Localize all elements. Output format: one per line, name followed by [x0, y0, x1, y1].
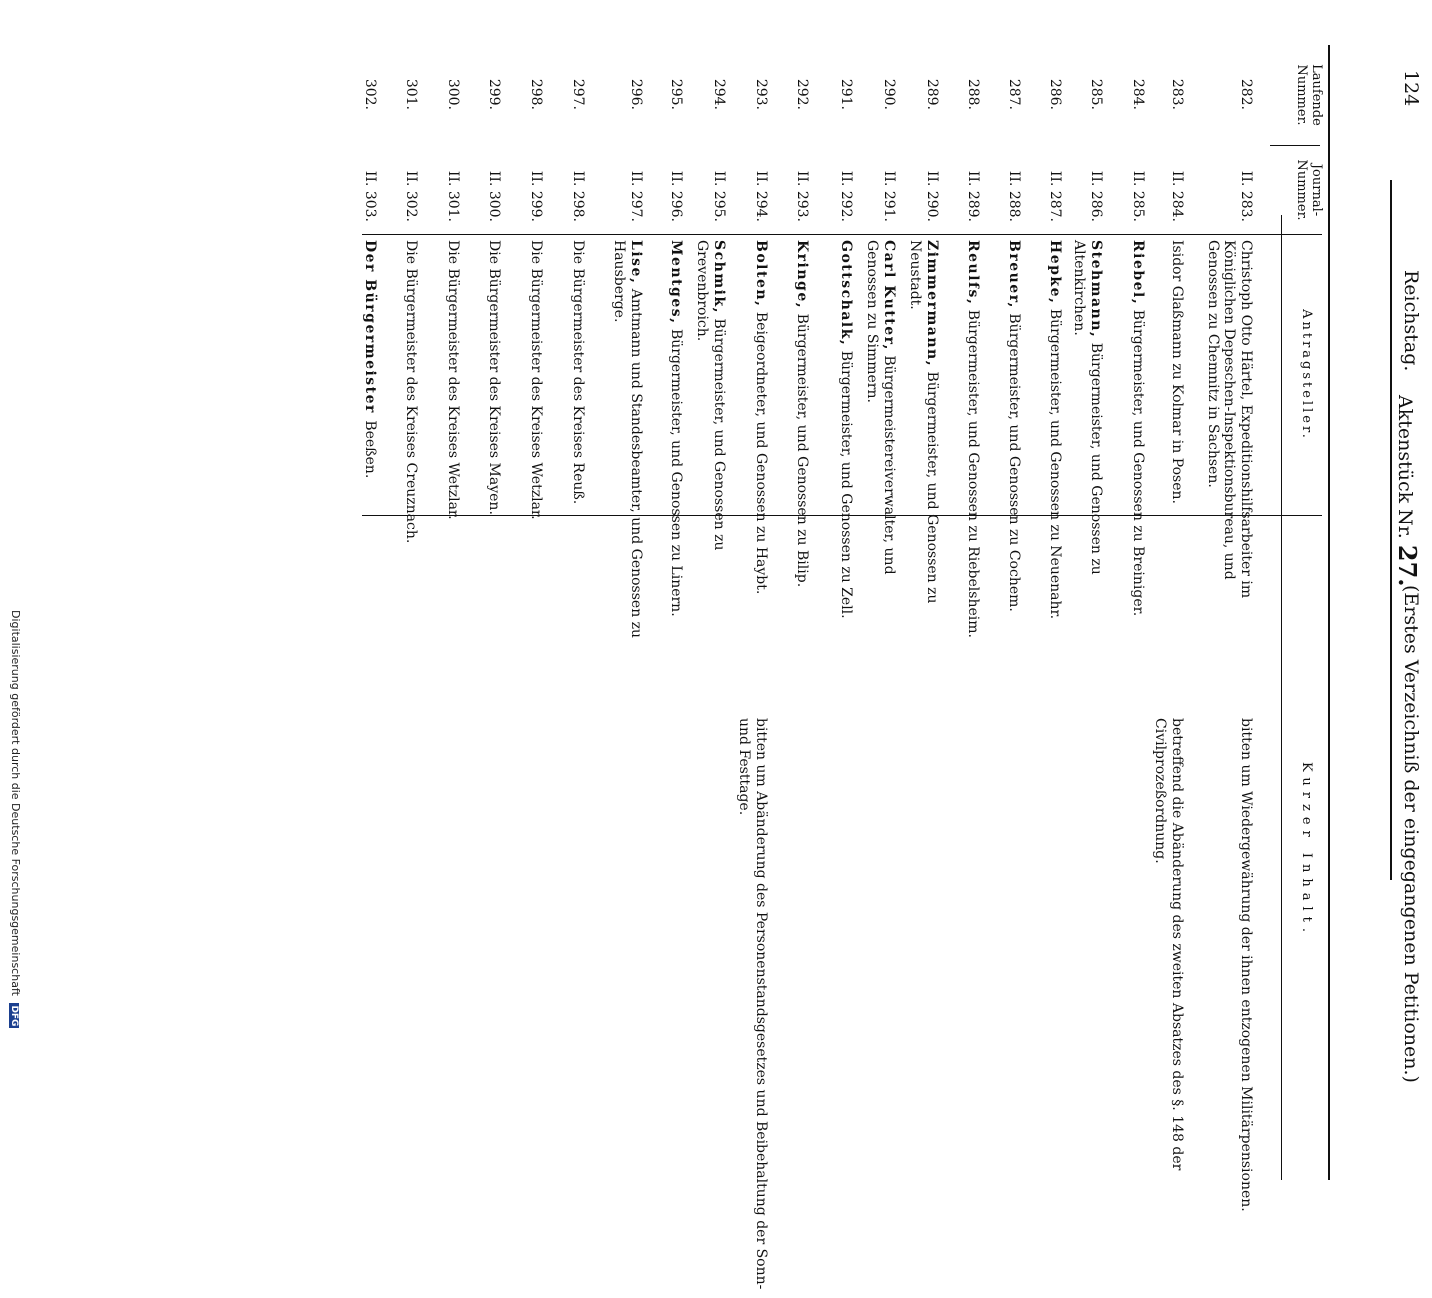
- row-antragsteller: [1047, 240, 1064, 640]
- row-antragsteller-name: Bolten,: [753, 240, 769, 308]
- row-antragsteller: [570, 240, 587, 640]
- row-antragsteller: [611, 240, 644, 640]
- row-antragsteller-text: Bürgermeister, und Genossen zu Altenkirchen.: [1071, 240, 1104, 575]
- row-journal-nummer: II. 302.: [403, 170, 419, 222]
- row-antragsteller: [864, 240, 897, 640]
- row-antragsteller: [1130, 240, 1147, 640]
- row-antragsteller-name: Stehmann,: [1088, 240, 1104, 339]
- row-laufende-nummer: 300.: [445, 78, 461, 110]
- row-antragsteller: [838, 240, 855, 640]
- row-journal-nummer: II. 298.: [570, 170, 586, 222]
- row-journal-nummer: II. 292.: [838, 170, 854, 222]
- row-journal-nummer: II. 294.: [753, 170, 769, 222]
- header-subtitle: (Erstes Verzeichniß der eingegangenen Petitionen.): [1400, 585, 1422, 1083]
- row-antragsteller: [486, 240, 503, 640]
- colhead-antragsteller: Antragsteller.: [1299, 309, 1314, 441]
- colhead-lfd-2: Nummer.: [1294, 64, 1309, 126]
- row-antragsteller: [965, 240, 982, 640]
- row-journal-nummer: II. 284.: [1169, 170, 1185, 222]
- row-laufende-nummer: 299.: [486, 78, 502, 110]
- row-antragsteller-text: Die Bürgermeister des Kreises Creuznach.: [403, 240, 419, 544]
- row-antragsteller-name: Kringe,: [794, 240, 810, 310]
- row-antragsteller-text: Bürgermeister, und Genossen zu Zell.: [838, 346, 854, 619]
- row-laufende-nummer: 298.: [528, 78, 544, 110]
- row-laufende-nummer: 292.: [794, 78, 810, 110]
- row-laufende-nummer: 282.: [1238, 78, 1254, 110]
- row-antragsteller-text: Die Bürgermeister des Kreises Wetzlar.: [528, 240, 544, 520]
- row-inhalt: bitten um Wiedergewährung der ihnen entzogenen Militärpensionen.: [1238, 718, 1254, 1212]
- row-antragsteller-name: Breuer,: [1006, 240, 1022, 309]
- row-laufende-nummer: 293.: [753, 78, 769, 110]
- col-rule-1: [1270, 145, 1320, 146]
- footer-credit: [9, 610, 22, 1027]
- page-number: 124: [1400, 70, 1422, 107]
- dfg-logo: DFG: [9, 1005, 19, 1027]
- row-journal-nummer: II. 289.: [965, 170, 981, 222]
- colhead-lfd-1: Laufende: [1309, 64, 1324, 126]
- row-antragsteller-text: Amtmann und Standesbeamter, und Genossen zu Hausberge.: [611, 240, 644, 639]
- row-laufende-nummer: 289.: [924, 78, 940, 110]
- row-journal-nummer: II. 295.: [711, 170, 727, 222]
- row-laufende-nummer: 288.: [965, 78, 981, 110]
- row-inhalt: bitten um Abänderung des Personenstandsgesetzes und Beibehaltung der Sonn- und Festtage.: [736, 718, 769, 1290]
- row-laufende-nummer: 294.: [711, 78, 727, 110]
- footer-text: Digitalisierung gefördert durch die Deutsche Forschungsgemeinschaft: [9, 610, 22, 996]
- row-antragsteller-text: Die Bürgermeister des Kreises Mayen.: [486, 240, 502, 515]
- row-antragsteller-text: Bürgermeister, und Genossen zu Breiniger.: [1130, 305, 1146, 617]
- header-reichstag: Reichstag.: [1400, 270, 1422, 372]
- table-top-rule: [1328, 45, 1330, 1180]
- row-antragsteller: [1205, 240, 1255, 640]
- header-rule: [1390, 180, 1392, 880]
- colhead-lfd: [1294, 55, 1324, 135]
- row-inhalt: betreffend die Abänderung des zweiten Absatzes des §. 148 der Civilprozeßordnung.: [1152, 718, 1185, 1171]
- row-journal-nummer: II. 291.: [881, 170, 897, 222]
- row-antragsteller-name: Der Bürgermeister: [362, 240, 378, 421]
- row-antragsteller-text: Isidor Glaßmann zu Kolmar in Posen.: [1169, 240, 1185, 504]
- row-journal-nummer: II. 288.: [1006, 170, 1022, 222]
- row-journal-nummer: II. 303.: [362, 170, 378, 222]
- row-antragsteller-text: Bürgermeister, und Genossen zu Bilip.: [794, 309, 810, 588]
- row-antragsteller-text: Die Bürgermeister des Kreises Wetzlar.: [445, 240, 461, 520]
- row-laufende-nummer: 296.: [628, 78, 644, 110]
- row-antragsteller: [403, 240, 420, 640]
- row-antragsteller-text: Bürgermeister, und Genossen zu Riebelsheim.: [965, 305, 981, 638]
- colhead-jnr: [1294, 150, 1324, 230]
- row-antragsteller-text: Beigeordneter, und Genossen zu Haybt.: [753, 307, 769, 595]
- row-journal-nummer: II. 299.: [528, 170, 544, 222]
- row-journal-nummer: II. 286.: [1088, 170, 1104, 222]
- row-antragsteller: [362, 240, 379, 640]
- colhead-jnr-2: Nummer.: [1294, 159, 1309, 221]
- row-antragsteller: [668, 240, 685, 640]
- row-antragsteller: [445, 240, 462, 640]
- row-journal-nummer: II. 283.: [1238, 170, 1254, 222]
- row-laufende-nummer: 297.: [570, 78, 586, 110]
- header-aktenstueck-label: Aktenstück Nr.: [1394, 395, 1416, 539]
- row-antragsteller-name: Reulfs,: [965, 240, 981, 306]
- row-laufende-nummer: 302.: [362, 78, 378, 110]
- row-antragsteller-name: Hepke,: [1047, 240, 1063, 305]
- row-antragsteller-text: Bürgermeister, und Genossen zu Neuenahr.: [1047, 304, 1063, 620]
- row-antragsteller-text: Bürgermeistereiverwalter, und Genossen zu Simmern.: [864, 240, 897, 575]
- row-laufende-nummer: 301.: [403, 78, 419, 110]
- row-journal-nummer: II. 290.: [924, 170, 940, 222]
- row-journal-nummer: II. 293.: [794, 170, 810, 222]
- col-rule-2: [362, 234, 1322, 235]
- row-antragsteller: [528, 240, 545, 640]
- header-aktenstueck: [1393, 395, 1422, 587]
- row-journal-nummer: II. 287.: [1047, 170, 1063, 222]
- row-antragsteller: [1071, 240, 1104, 640]
- row-antragsteller-name: Carl Kutter,: [881, 240, 897, 351]
- row-laufende-nummer: 285.: [1088, 78, 1104, 110]
- row-antragsteller-text: Christoph Otto Härtel, Expeditionshilfsarbeiter im Königlichen Depeschen-Inspektionsbureau, und Genossen zu Chemnitz in Sachsen.: [1205, 240, 1254, 599]
- row-antragsteller: [794, 240, 811, 640]
- row-laufende-nummer: 283.: [1169, 78, 1185, 110]
- row-laufende-nummer: 287.: [1006, 78, 1022, 110]
- row-journal-nummer: II. 285.: [1130, 170, 1146, 222]
- colhead-inhalt: Kurzer Inhalt.: [1299, 761, 1314, 939]
- header-aktenstueck-number: 27.: [1393, 544, 1422, 587]
- row-antragsteller-text: Bürgermeister, und Genossen zu Linern.: [668, 324, 684, 617]
- row-antragsteller-name: Gottschalk,: [838, 240, 854, 347]
- row-laufende-nummer: 291.: [838, 78, 854, 110]
- row-laufende-nummer: 284.: [1130, 78, 1146, 110]
- row-antragsteller-name: Riebel,: [1130, 240, 1146, 306]
- row-antragsteller-text: Die Bürgermeister des Kreises Reuß.: [570, 240, 586, 505]
- row-antragsteller: [1006, 240, 1023, 640]
- row-laufende-nummer: 295.: [668, 78, 684, 110]
- row-antragsteller-name: Lise,: [628, 240, 644, 285]
- row-antragsteller-text: Bürgermeister, und Genossen zu Cochem.: [1006, 308, 1022, 612]
- row-journal-nummer: II. 300.: [486, 170, 502, 222]
- row-antragsteller-text: Bürgermeister, und Genossen zu Neustadt.: [907, 240, 940, 604]
- row-antragsteller: [1169, 240, 1186, 640]
- row-antragsteller: [753, 240, 770, 640]
- row-antragsteller: [694, 240, 727, 640]
- row-journal-nummer: II. 301.: [445, 170, 461, 222]
- row-journal-nummer: II. 296.: [668, 170, 684, 222]
- row-antragsteller-name: Schmik,: [711, 240, 727, 315]
- row-antragsteller-name: Mentges,: [668, 240, 684, 325]
- table-head-rule: [1281, 215, 1282, 1180]
- row-antragsteller-text: Bürgermeister, und Genossen zu Grevenbroich.: [694, 240, 727, 551]
- colhead-jnr-1: Journal-: [1309, 163, 1324, 217]
- row-antragsteller-name: Zimmermann,: [924, 240, 940, 368]
- row-antragsteller-text: Beeßen.: [362, 420, 378, 479]
- row-laufende-nummer: 290.: [881, 78, 897, 110]
- row-laufende-nummer: 286.: [1047, 78, 1063, 110]
- row-antragsteller: [907, 240, 940, 640]
- row-journal-nummer: II. 297.: [628, 170, 644, 222]
